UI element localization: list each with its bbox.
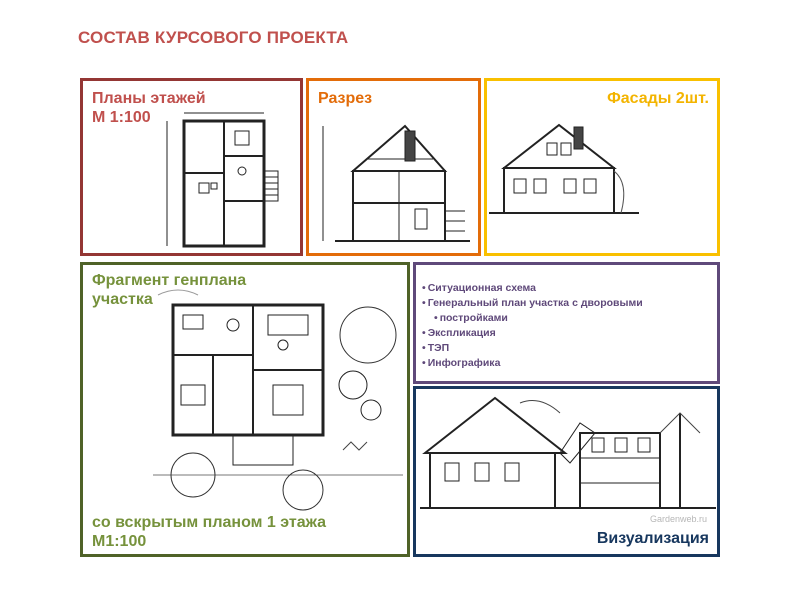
list-item: • ТЭП [422,341,643,356]
list-item-continuation [422,311,643,326]
visualization-sketch [420,393,716,518]
plans-label [92,89,206,127]
visualization-label: Визуализация [596,529,709,547]
site-plan-top-label [92,271,246,309]
plans-title: Планы этажей [92,90,206,107]
site-plan-drawing [153,275,403,515]
page-title: СОСТАВ КУРСОВОГО ПРОЕКТА [78,28,349,47]
facades-label: Фасады 2шт. [607,90,709,107]
list-item-text: постройками [439,312,508,324]
facade-drawing [489,113,639,223]
list-item: • Инфографика [422,356,643,371]
watermark: Gardenweb.ru [649,514,707,524]
site-plan-note: со вскрытым планом 1 этажа [92,514,327,531]
plans-scale: М 1:100 [92,109,151,127]
section-drawing [315,111,477,251]
site-plan-scale: М1:100 [92,533,147,551]
site-plan-title: Фрагмент генплана [92,272,247,289]
list-item: • Экспликация [422,326,643,341]
facades-panel [484,78,720,256]
section-label: Разрез [318,90,373,107]
floor-plans-panel [80,78,303,256]
contents-list-panel [413,262,720,384]
visualization-panel [413,386,720,557]
site-plan-panel [80,262,410,557]
section-panel [306,78,481,256]
site-plan-subtitle: участка [92,291,153,309]
list-item: • Ситуационная схема [422,281,643,296]
contents-list [422,281,643,371]
floor-plan-drawing [159,111,299,251]
site-plan-bottom-label [92,513,326,551]
list-item: • Генеральный план участка с дворовыми [422,296,643,311]
